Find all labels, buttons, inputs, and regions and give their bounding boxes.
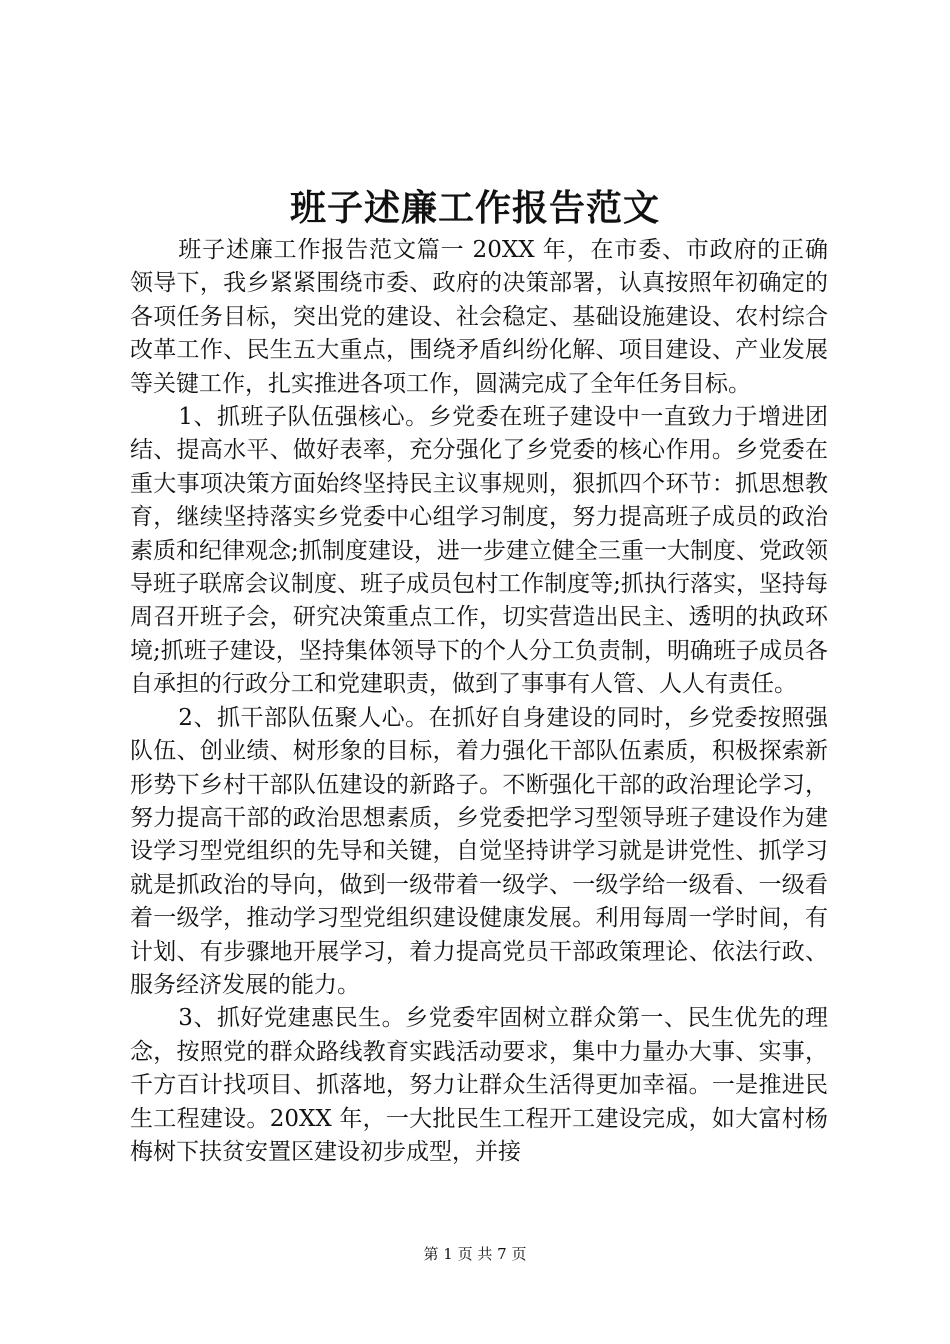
paragraph-section-1: 1、抓班子队伍强核心。乡党委在班子建设中一直致力于增进团结、提高水平、做好表率，充分强化了乡党委的核心作用。乡党委在重大事项决策方面始终坚持民主议事规则，狠抓四个环节：抓思想教育，继续坚持落实乡党委中心组学习制度，努力提高班子成员的政治素质和纪律观念;抓制度建设，进一步建立健全三重一大制度、党政领导班子联席会议制度、班子成员包村工作制度等;抓执行落实，坚持每周召开班子会，研究决策重点工作，切实营造出民主、透明的执政环境;抓班子建设，坚持集体领导下的个人分工负责制，明确班子成员各自承担的行政分工和党建职责，做到了事事有人管、人人有责任。 <box>130 404 828 698</box>
paragraph-intro: 班子述廉工作报告范文篇一 20XX 年，在市委、市政府的正确领导下，我乡紧紧围绕市委、政府的决策部署，认真按照年初确定的各项任务目标，突出党的建设、社会稳定、基础设施建设、农村综合改革工作、民生五大重点，围绕矛盾纠纷化解、项目建设、产业发展等关键工作，扎实推进各项工作，圆满完成了全年任务目标。 <box>130 237 828 397</box>
paragraph-section-3: 3、抓好党建惠民生。乡党委牢固树立群众第一、民生优先的理念，按照党的群众路线教育实践活动要求，集中力量办大事、实事，千方百计找项目、抓落地，努力让群众生活得更加幸福。一是推进民生工程建设。20XX 年，一大批民生工程开工建设完成，如大富村杨梅树下扶贫安置区建设初步成型，并接 <box>130 1005 828 1165</box>
document-title: 班子述廉工作报告范文 <box>289 187 660 229</box>
paragraph-section-2: 2、抓干部队伍聚人心。在抓好自身建设的同时，乡党委按照强队伍、创业绩、树形象的目标，着力强化干部队伍素质，积极探索新形势下乡村干部队伍建设的新路子。不断强化干部的政治理论学习，努力提高干部的政治思想素质，乡党委把学习型领导班子建设作为建设学习型党组织的先导和关键，自觉坚持讲学习就是讲党性、抓学习就是抓政治的导向，做到一级带着一级学、一级学给一级看、一级看着一级学，推动学习型党组织建设健康发展。利用每周一学时间，有计划、有步骤地开展学习，着力提高党员干部政策理论、依法行政、服务经济发展的能力。 <box>130 704 828 998</box>
page-number-footer: 第 1 页 共 7 页 <box>423 1245 527 1263</box>
document-body <box>130 234 828 1169</box>
